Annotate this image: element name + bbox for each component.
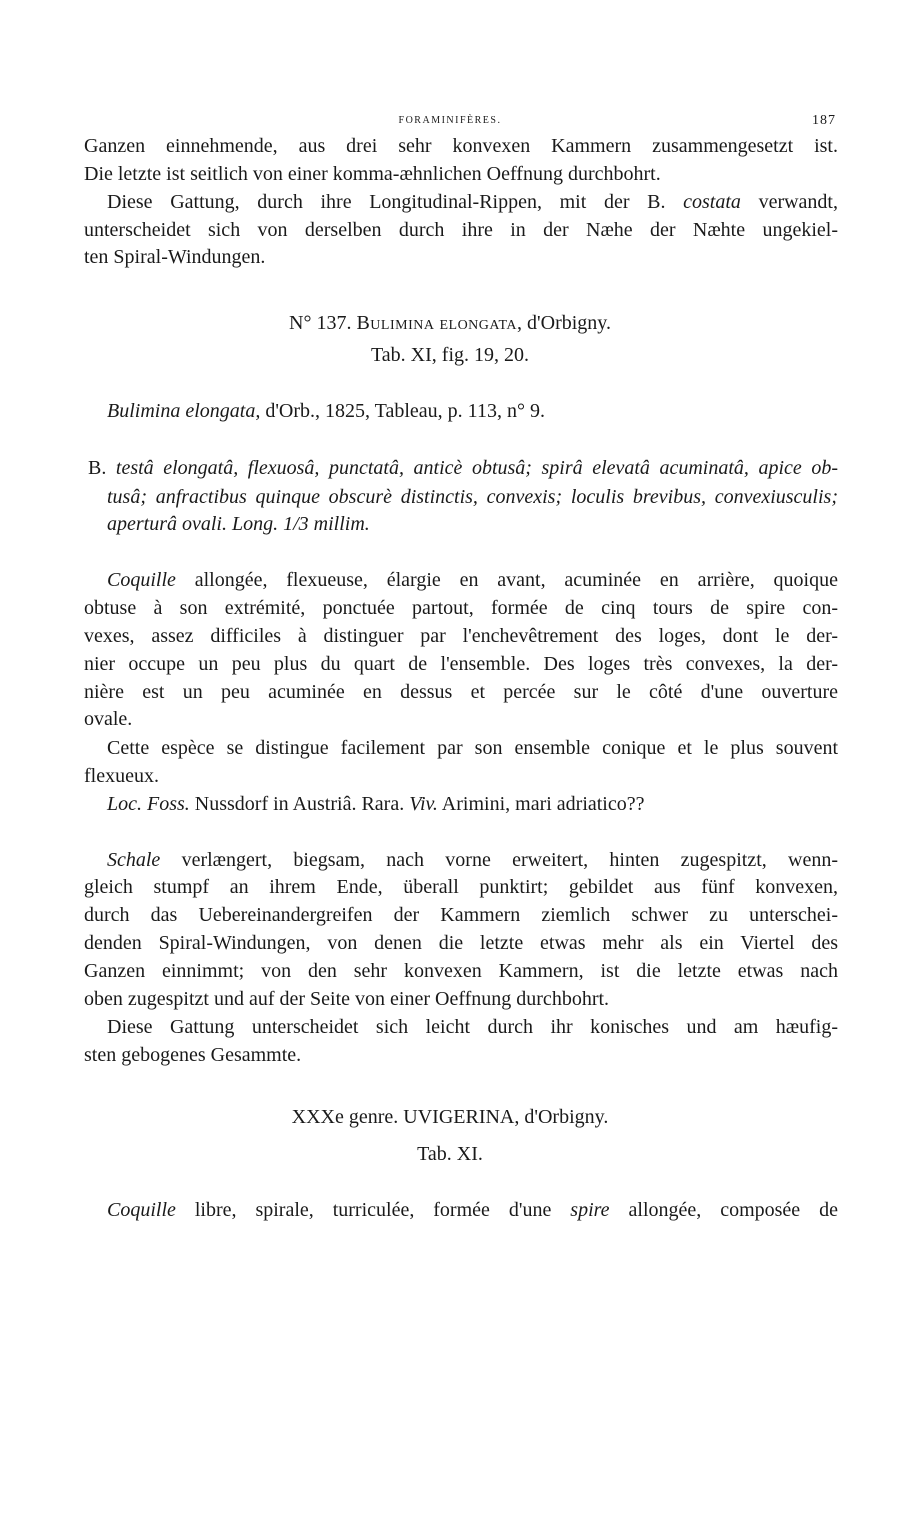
diagnosis-line: B. testâ elongatâ, flexuosâ, punctatâ, anticè obtusâ; spirâ elevatâ acuminatâ, apice ob- (88, 457, 839, 479)
german-line: denden Spiral-Windungen, von denen die letzte etwas mehr als ein Viertel des (84, 932, 838, 954)
description-line: obtuse à son extrémité, ponctuée partout, formée de cinq tours de spire con- (84, 597, 838, 619)
german-line: durch das Uebereinandergreifen der Kammern ziemlich schwer zu unterschei- (84, 904, 838, 926)
locality-line: Loc. Foss. Nussdorf in Austriâ. Rara. Viv. Arimini, mari adriatico?? (107, 793, 645, 815)
description-line: Coquille allongée, flexueuse, élargie en avant, acuminée en arrière, quoique (107, 569, 838, 591)
description-line: nier occupe un peu plus du quart de l'ensemble. Des loges très convexes, la der- (84, 653, 838, 675)
genus-heading: XXXe genre. UVIGERINA, d'Orbigny. (291, 1106, 609, 1128)
german-line: Schale verlængert, biegsam, nach vorne erweitert, hinten zugespitzt, wenn- (107, 849, 838, 871)
diagnosis-line: tusâ; anfractibus quinque obscurè distinctis, convexis; loculis brevibus, convexiusculis; (107, 486, 838, 508)
diagnosis-line: aperturâ ovali. Long. 1/3 millim. (107, 513, 370, 535)
description-line: flexueux. (84, 765, 159, 787)
german-line: gleich stumpf an ihrem Ende, überall punktirt; gebildet aus fünf konvexen, (84, 876, 838, 898)
genus-description-line: Coquille libre, spirale, turriculée, formée d'une spire allongée, composée de (107, 1199, 839, 1221)
running-title: FORAMINIFÈRES. (398, 115, 502, 126)
text-line: ten Spiral-Windungen. (84, 246, 266, 268)
text-line: unterscheidet sich von derselben durch ihre in der Næhe der Næhte ungekiel- (84, 219, 838, 241)
synonym-line: Bulimina elongata, d'Orb., 1825, Tableau, p. 113, n° 9. (107, 400, 545, 422)
german-line: Ganzen einnimmt; von den sehr konvexen Kammern, ist die letzte etwas nach (84, 960, 838, 982)
species-plate: Tab. XI, fig. 19, 20. (370, 344, 530, 366)
german-line: sten gebogenes Gesammte. (84, 1044, 302, 1066)
genus-plate: Tab. XI. (417, 1143, 483, 1165)
text-line: Die letzte ist seitlich von einer komma-æhnlichen Oeffnung durchbohrt. (84, 163, 661, 185)
description-line: ovale. (84, 708, 133, 730)
page-number: 187 (812, 113, 836, 128)
description-line: nière est un peu acuminée en dessus et percée sur le côté d'une ouverture (84, 681, 838, 703)
german-line: Diese Gattung unterscheidet sich leicht durch ihr konisches und am hæufig- (107, 1016, 838, 1038)
description-line: Cette espèce se distingue facilement par son ensemble conique et le plus souvent (107, 737, 838, 759)
text-line: Diese Gattung, durch ihre Longitudinal-Rippen, mit der B. costata verwandt, (107, 191, 838, 213)
description-line: vexes, assez difficiles à distinguer par l'enchevêtrement des loges, dont le der- (84, 625, 838, 647)
species-heading: N° 137. Bulimina elongata, d'Orbigny. (289, 312, 611, 334)
german-line: oben zugespitzt und auf der Seite von einer Oeffnung durchbohrt. (84, 988, 610, 1010)
text-line: Ganzen einnehmende, aus drei sehr konvexen Kammern zusammengesetzt ist. (84, 135, 838, 157)
